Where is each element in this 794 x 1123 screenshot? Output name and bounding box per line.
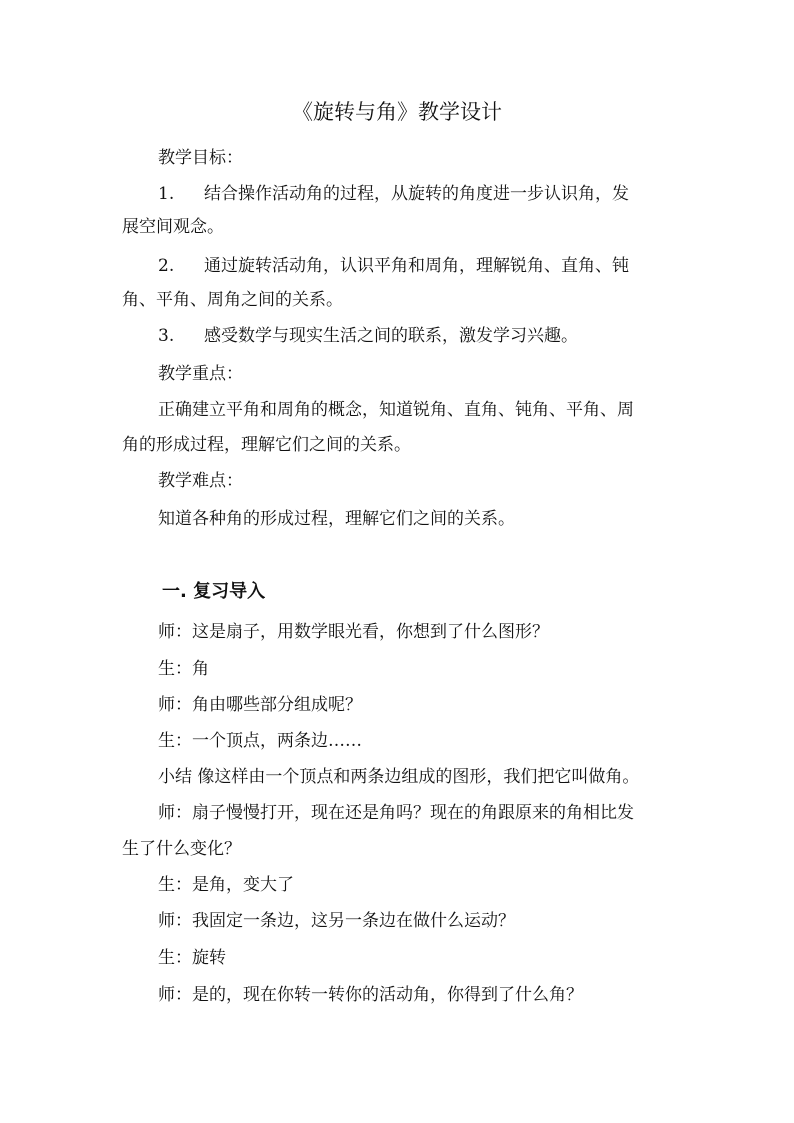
dialogue-line-continued: 生了什么变化？: [122, 839, 241, 859]
goal-item-1: [158, 182, 629, 206]
goal-item-2: [158, 254, 629, 278]
key-points-label: 教学重点：: [158, 364, 243, 384]
dialogue-line: 生：旋转: [158, 948, 226, 968]
key-points-text: 正确建立平角和周角的概念，知道锐角、直角、钝角、平角、周: [158, 400, 634, 420]
dialogue-line: 师：角由哪些部分组成呢？: [158, 695, 362, 715]
difficult-points-text: 知道各种角的形成过程，理解它们之间的关系。: [158, 509, 515, 529]
goal-text: 通过旋转活动角，认识平角和周角，理解锐角、直角、钝: [204, 256, 629, 276]
goal-number: 3.: [158, 326, 175, 346]
summary-line: 小结 像这样由一个顶点和两条边组成的图形，我们把它叫做角。: [158, 767, 640, 787]
dialogue-line: 生：一个顶点，两条边……: [158, 731, 362, 751]
goal-text-continued: 展空间观念。: [122, 217, 224, 237]
difficult-points-label: 教学难点：: [158, 471, 243, 491]
goal-text-continued: 角、平角、周角之间的关系。: [122, 290, 343, 310]
key-points-text-continued: 角的形成过程，理解它们之间的关系。: [122, 435, 411, 455]
dialogue-line: 师：是的，现在你转一转你的活动角，你得到了什么角？: [158, 985, 583, 1005]
goal-number: 1.: [158, 184, 175, 204]
dialogue-line: 生：角: [158, 659, 209, 679]
dialogue-line: 师：这是扇子，用数学眼光看，你想到了什么图形？: [158, 622, 549, 642]
dialogue-line: 生：是角，变大了: [158, 875, 294, 895]
goal-item-3: [158, 324, 578, 348]
dialogue-line: 师：扇子慢慢打开，现在还是角吗？现在的角跟原来的角相比发: [158, 803, 634, 823]
dialogue-line: 师：我固定一条边，这另一条边在做什么运动？: [158, 911, 515, 931]
goal-number: 2.: [158, 256, 175, 276]
section-heading: 一. 复习导入: [162, 581, 266, 602]
document-title: 《旋转与角》教学设计: [292, 100, 502, 124]
goal-text: 结合操作活动角的过程，从旋转的角度进一步认识角，发: [204, 184, 629, 204]
goals-label: 教学目标：: [158, 148, 243, 168]
goal-text: 感受数学与现实生活之间的联系，激发学习兴趣。: [204, 326, 578, 346]
